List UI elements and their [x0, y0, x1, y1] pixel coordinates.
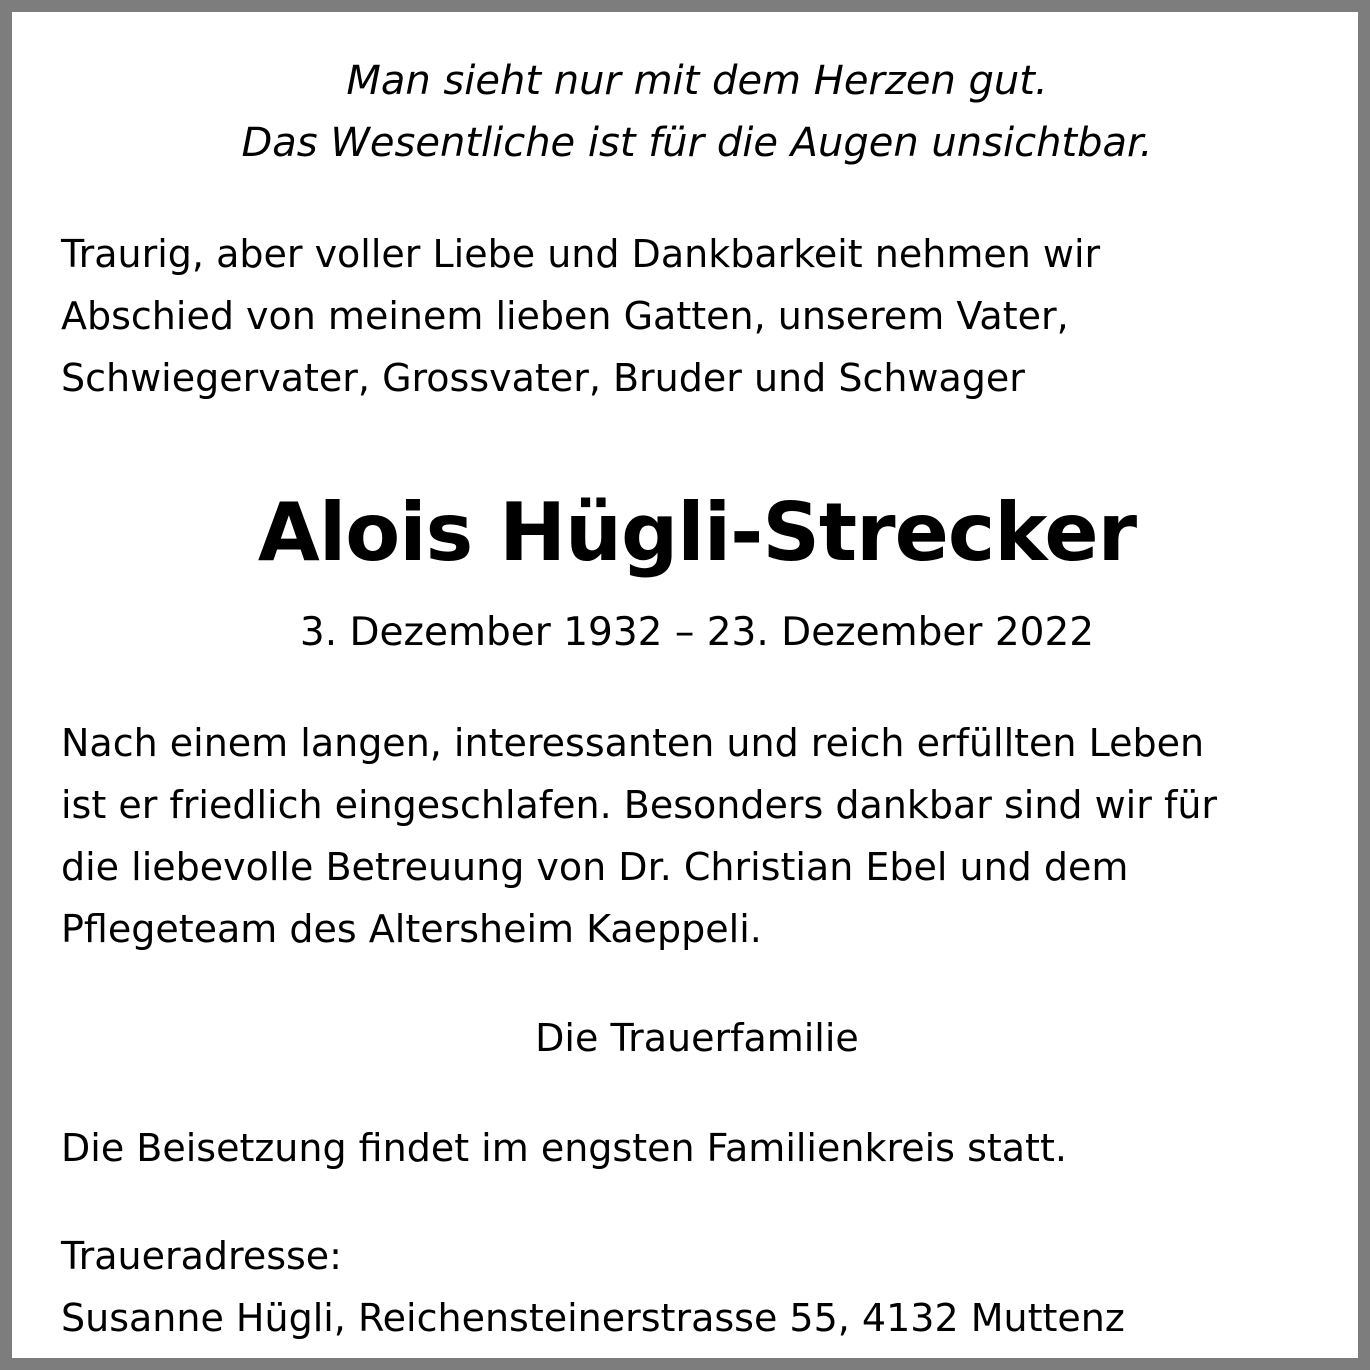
- message-line-2: ist er friedlich eingeschlafen. Besonders dankbar sind wir für: [61, 783, 1218, 827]
- motto-line-1: Man sieht nur mit dem Herzen gut.: [346, 58, 1048, 104]
- life-dates: 3. Dezember 1932 – 23. Dezember 2022: [299, 610, 1095, 655]
- message-line-3: die liebevolle Betreuung von Dr. Christian Ebel und dem: [61, 845, 1129, 889]
- address-value: Susanne Hügli, Reichensteinerstrasse 55, 4132 Muttenz: [61, 1296, 1125, 1340]
- funeral-note: Die Beisetzung findet im engsten Familienkreis statt.: [61, 1126, 1067, 1170]
- intro-line-1: Traurig, aber voller Liebe und Dankbarkeit nehmen wir: [61, 232, 1101, 276]
- motto-line-2: Das Wesentliche ist für die Augen unsichtbar.: [241, 120, 1153, 166]
- deceased-name: Alois Hügli-Strecker: [257, 486, 1137, 579]
- intro-line-3: Schwiegervater, Grossvater, Bruder und Schwager: [61, 356, 1025, 400]
- address-label: Traueradresse:: [61, 1234, 342, 1278]
- message-line-4: Pflegeteam des Altersheim Kaeppeli.: [61, 907, 762, 951]
- message-line-1: Nach einem langen, interessanten und reich erfüllten Leben: [61, 721, 1205, 765]
- intro-line-2: Abschied von meinem lieben Gatten, unserem Vater,: [61, 294, 1069, 338]
- signature: Die Trauerfamilie: [535, 1016, 859, 1060]
